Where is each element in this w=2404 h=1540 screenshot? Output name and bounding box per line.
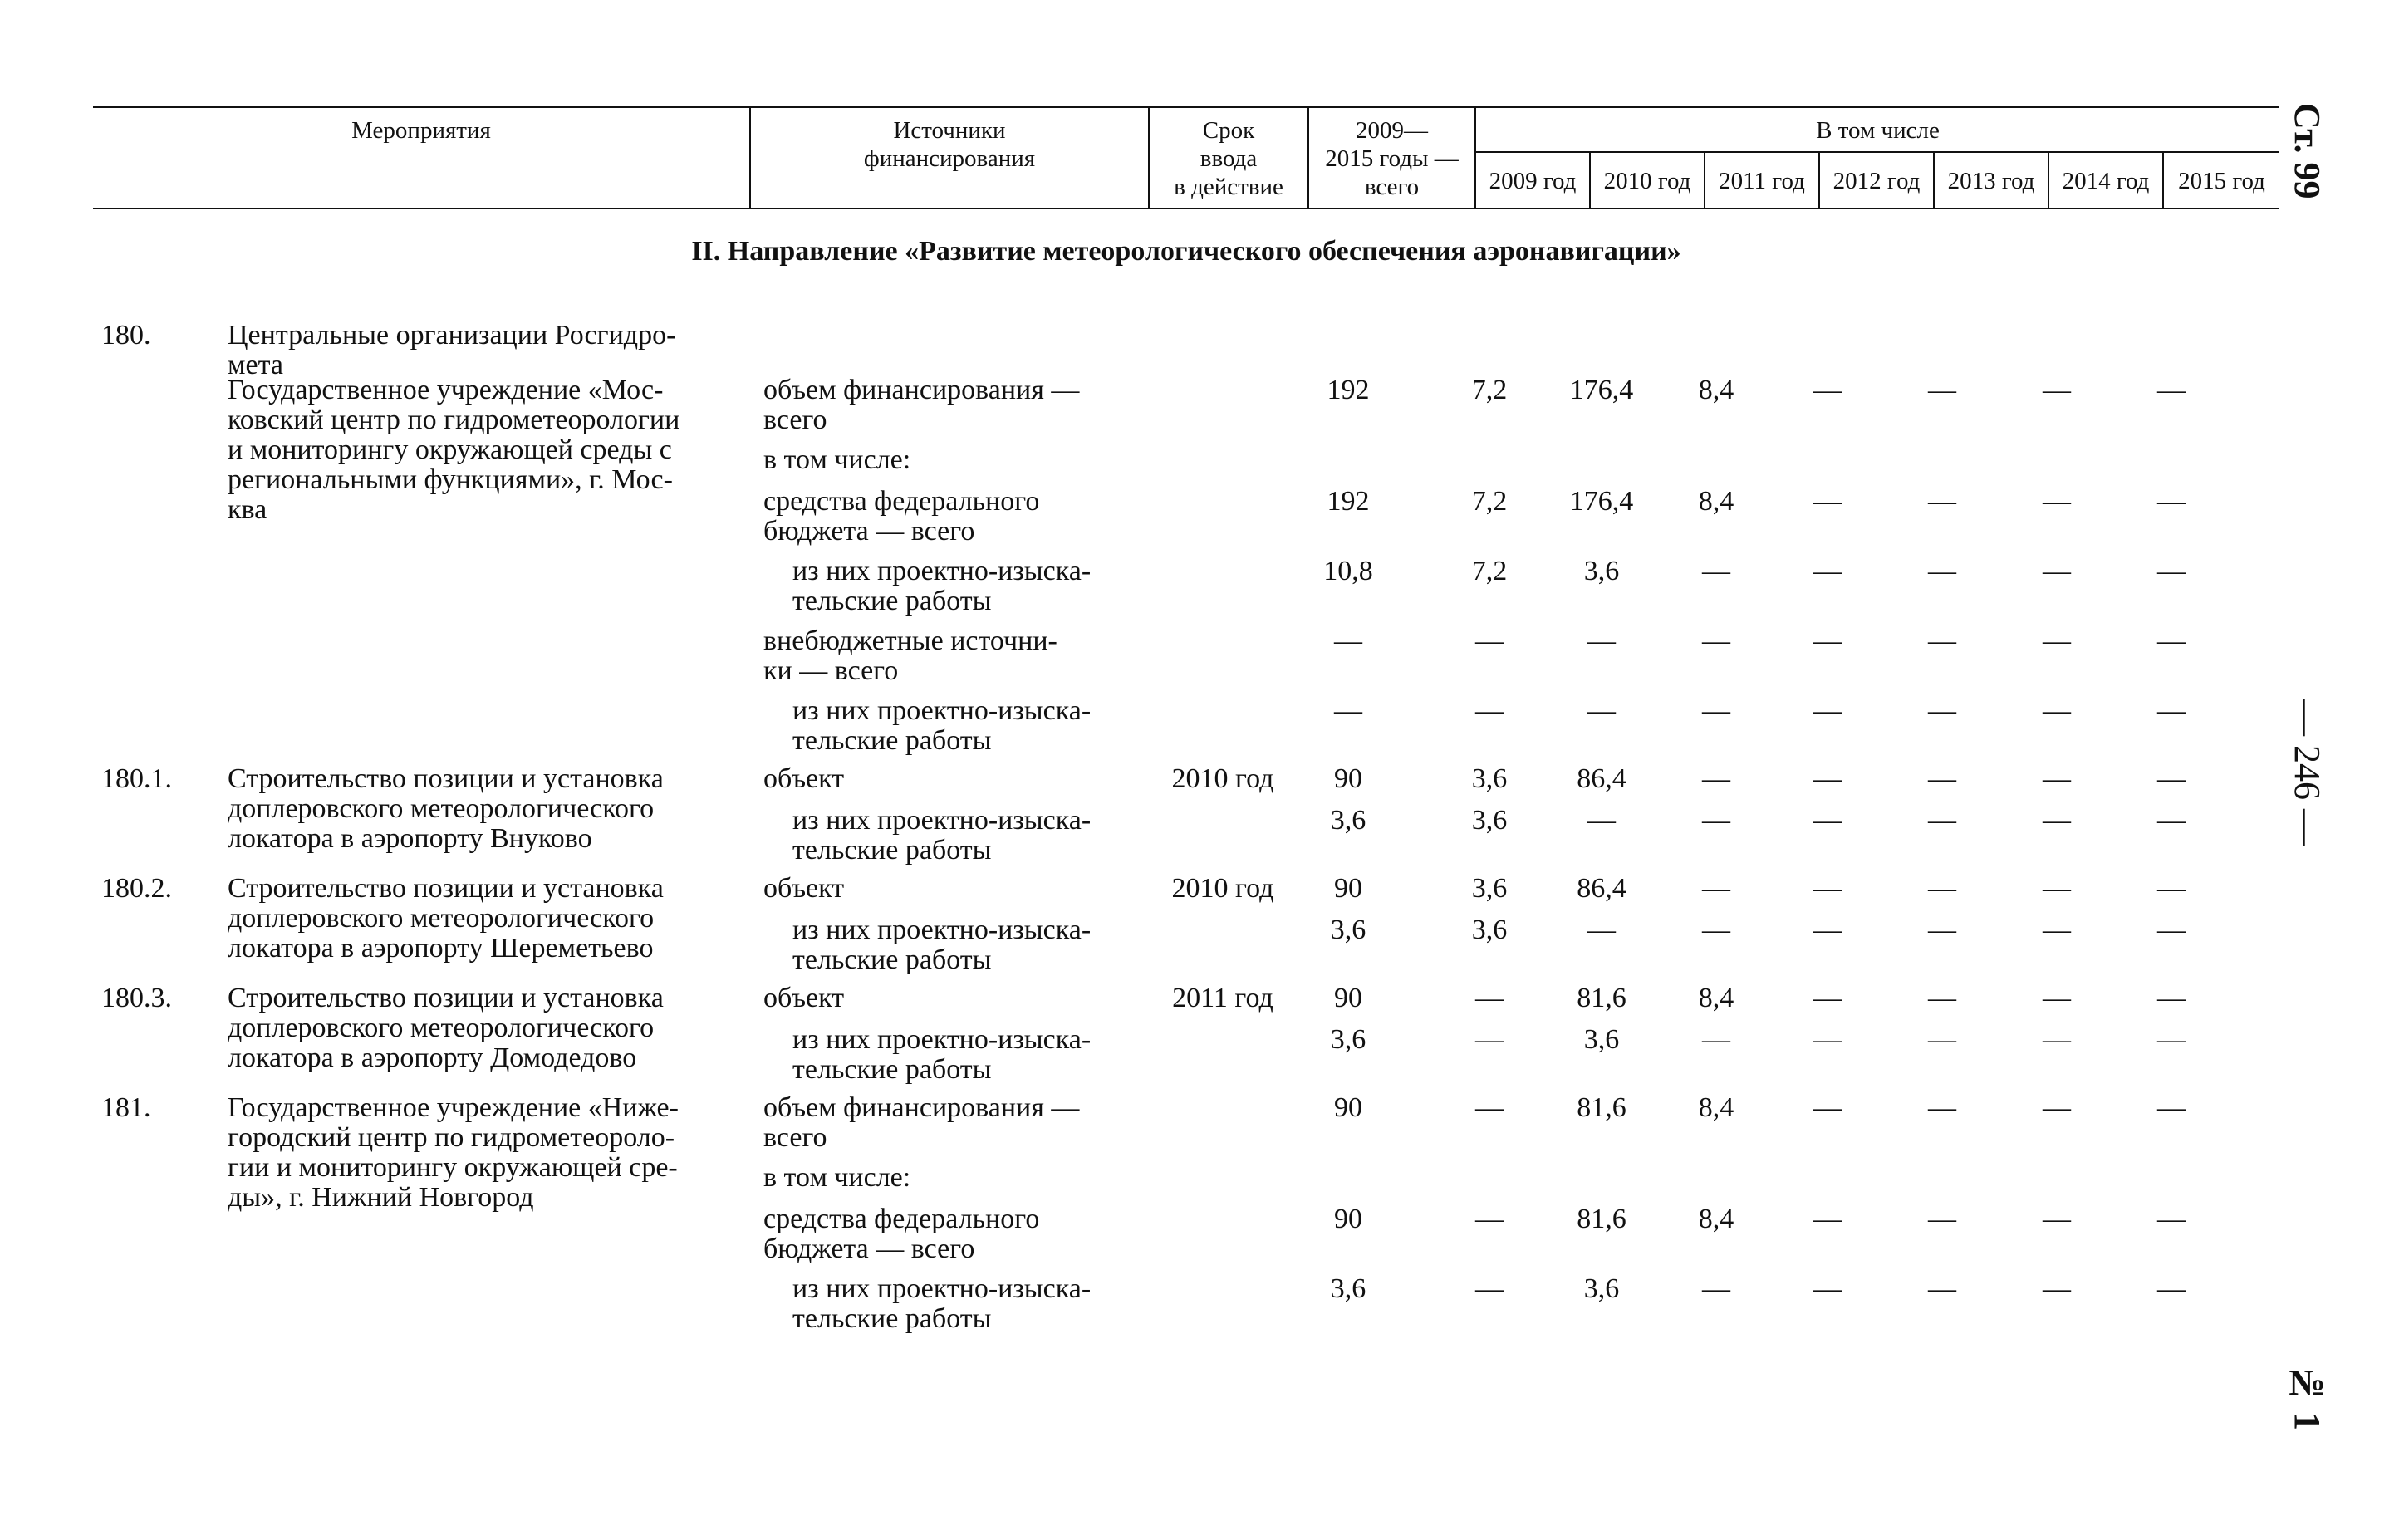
- table-top-rule: [93, 106, 2279, 108]
- text-line: Строительство позиции и установка: [228, 983, 664, 1013]
- value-year: 81,6: [1577, 1204, 1626, 1234]
- value-total: 192: [1327, 486, 1370, 517]
- value-year: —: [1813, 915, 1842, 945]
- header-year: 2009 год: [1489, 168, 1577, 194]
- value-total: —: [1334, 625, 1362, 656]
- entry-title: [228, 321, 736, 380]
- value-year: —: [2157, 1204, 2186, 1234]
- value-year: —: [2043, 763, 2071, 794]
- value-year: 3,6: [1471, 915, 1508, 945]
- value-year: —: [2043, 1273, 2071, 1304]
- value-year: 3,6: [1583, 556, 1620, 586]
- value-year: —: [2157, 1092, 2186, 1123]
- value-year: —: [1702, 805, 1730, 836]
- source-cell: [763, 626, 1133, 686]
- value-year: —: [2043, 625, 2071, 656]
- header-including: В том числе: [1816, 117, 1940, 144]
- value-total: 3,6: [1330, 805, 1366, 836]
- value-year: —: [1813, 763, 1842, 794]
- source-cell: [763, 375, 1133, 435]
- text-line: из них проектно-изыска-: [792, 1273, 1092, 1304]
- value-year: —: [1587, 915, 1616, 945]
- entry-title: [228, 764, 736, 854]
- text-line: Строительство позиции и установка: [228, 763, 664, 794]
- text-line: тельские работы: [792, 835, 992, 866]
- value-year: —: [2157, 1024, 2186, 1055]
- value-year: 3,6: [1471, 805, 1508, 836]
- value-year: —: [2043, 1024, 2071, 1055]
- text-line: тельские работы: [792, 1054, 992, 1085]
- value-year: —: [1928, 873, 1956, 904]
- value-year: —: [2157, 695, 2186, 726]
- text-line: ковский центр по гидрометеорологии: [228, 405, 680, 435]
- entry-title: [228, 1093, 736, 1213]
- issue-label-top: Ст. 99: [2287, 103, 2328, 199]
- value-total: 90: [1334, 1204, 1362, 1234]
- header-year: 2013 год: [1947, 168, 2035, 194]
- value-year: —: [2157, 375, 2186, 405]
- text-line: доплеровского метеорологического: [228, 1013, 655, 1043]
- value-year: —: [2157, 1273, 2186, 1304]
- text-line: Государственное учреждение «Мос-: [228, 375, 664, 405]
- text-line: тельские работы: [792, 586, 992, 616]
- value-year: —: [2157, 915, 2186, 945]
- value-year: —: [1928, 805, 1956, 836]
- value-year: —: [1702, 1024, 1730, 1055]
- text-line: внебюджетные источни-: [763, 625, 1057, 656]
- commission-date: 2010 год: [1171, 873, 1274, 904]
- value-year: —: [1702, 873, 1730, 904]
- source-cell: [792, 915, 1133, 975]
- value-total: 90: [1334, 763, 1362, 794]
- text-line: тельские работы: [792, 1303, 992, 1334]
- text-line: всего: [763, 405, 827, 435]
- value-year: —: [1928, 625, 1956, 656]
- source-cell: [792, 696, 1133, 756]
- value-year: —: [2043, 375, 2071, 405]
- value-year: 3,6: [1471, 763, 1508, 794]
- text-line: локатора в аэропорту Шереметьево: [228, 933, 654, 964]
- header-sources: Источники финансирования: [863, 117, 1036, 172]
- text-line: доплеровского метеорологического: [228, 793, 655, 824]
- text-line: всего: [763, 1122, 827, 1153]
- value-year: —: [1813, 556, 1842, 586]
- value-year: —: [2043, 695, 2071, 726]
- source-cell: [763, 487, 1133, 547]
- entry-title: [228, 874, 736, 964]
- text-line: из них проектно-изыска-: [792, 695, 1092, 726]
- commission-date: 2010 год: [1171, 763, 1274, 794]
- header-events: Мероприятия: [351, 117, 491, 144]
- value-year: 3,6: [1471, 873, 1508, 904]
- value-year: —: [1475, 983, 1504, 1013]
- text-line: городский центр по гидрометеороло-: [228, 1122, 675, 1153]
- table-header-bottom-rule: [93, 208, 2279, 209]
- text-line: тельские работы: [792, 944, 992, 975]
- header-year: 2011 год: [1719, 168, 1805, 194]
- value-year: —: [1813, 983, 1842, 1013]
- value-year: —: [1702, 915, 1730, 945]
- value-year: —: [2157, 805, 2186, 836]
- value-year: —: [1928, 1024, 1956, 1055]
- value-year: —: [1928, 1092, 1956, 1123]
- source-cell: [763, 1093, 1133, 1153]
- value-total: 90: [1334, 1092, 1362, 1123]
- entry-number: 180.2.: [101, 873, 172, 904]
- value-year: —: [1475, 625, 1504, 656]
- value-year: —: [2043, 1092, 2071, 1123]
- value-year: —: [2043, 1204, 2071, 1234]
- value-year: —: [1587, 625, 1616, 656]
- text-line: локатора в аэропорту Внуково: [228, 823, 592, 854]
- value-year: —: [1813, 695, 1842, 726]
- value-year: —: [1928, 763, 1956, 794]
- value-year: 8,4: [1698, 1092, 1734, 1123]
- value-year: —: [1813, 375, 1842, 405]
- text-line: ква: [228, 494, 267, 525]
- value-year: —: [1813, 1024, 1842, 1055]
- value-year: —: [1475, 1024, 1504, 1055]
- entry-title: [228, 375, 736, 525]
- text-line: из них проектно-изыска-: [792, 556, 1092, 586]
- text-line: и мониторингу окружающей среды с: [228, 434, 672, 465]
- value-year: —: [1813, 486, 1842, 517]
- value-year: 86,4: [1577, 763, 1626, 794]
- value-year: 176,4: [1569, 486, 1634, 517]
- source-cell: [792, 806, 1133, 866]
- section-title: II. Направление «Развитие метеорологического обеспечения аэронавигации»: [691, 236, 1681, 267]
- header-year: 2012 год: [1832, 168, 1921, 194]
- entry-number: 180.1.: [101, 763, 172, 794]
- value-year: 3,6: [1583, 1024, 1620, 1055]
- value-year: 7,2: [1471, 375, 1508, 405]
- text-line: из них проектно-изыска-: [792, 805, 1092, 836]
- value-year: 8,4: [1698, 486, 1734, 517]
- text-line: тельские работы: [792, 725, 992, 756]
- value-year: —: [2157, 763, 2186, 794]
- text-line: объект: [763, 763, 845, 794]
- value-year: —: [1813, 1092, 1842, 1123]
- text-line: ки — всего: [763, 655, 899, 686]
- value-year: —: [2043, 486, 2071, 517]
- value-year: —: [1475, 1273, 1504, 1304]
- value-year: —: [1928, 556, 1956, 586]
- header-date: Срок ввода в действие: [1174, 117, 1283, 200]
- value-year: 8,4: [1698, 1204, 1734, 1234]
- value-year: —: [1813, 1204, 1842, 1234]
- value-year: —: [2043, 556, 2071, 586]
- entry-number: 181.: [101, 1092, 151, 1123]
- text-line: средства федерального: [763, 1204, 1040, 1234]
- value-year: —: [1928, 1204, 1956, 1234]
- source-cell: [763, 1204, 1133, 1264]
- text-line: Центральные организации Росгидро-: [228, 320, 676, 351]
- value-year: —: [2157, 625, 2186, 656]
- value-year: —: [2043, 805, 2071, 836]
- text-line: гии и мониторингу окружающей сре-: [228, 1152, 678, 1183]
- text-line: из них проектно-изыска-: [792, 915, 1092, 945]
- source-cell: [763, 445, 1133, 475]
- value-year: —: [1702, 625, 1730, 656]
- source-cell: [763, 1163, 1133, 1193]
- value-year: —: [2157, 556, 2186, 586]
- text-line: локатора в аэропорту Домодедово: [228, 1042, 637, 1073]
- text-line: Строительство позиции и установка: [228, 873, 664, 904]
- text-line: региональными функциями», г. Мос-: [228, 464, 673, 495]
- value-year: —: [1928, 1273, 1956, 1304]
- source-cell: [792, 1025, 1133, 1085]
- value-year: 3,6: [1583, 1273, 1620, 1304]
- source-cell: [763, 983, 1133, 1013]
- value-year: —: [1587, 695, 1616, 726]
- header-year: 2015 год: [2178, 168, 2265, 194]
- value-year: 86,4: [1577, 873, 1626, 904]
- header-year: 2010 год: [1603, 168, 1691, 194]
- text-line: объект: [763, 983, 845, 1013]
- value-year: 7,2: [1471, 486, 1508, 517]
- value-year: —: [1813, 873, 1842, 904]
- value-year: —: [1475, 1092, 1504, 1123]
- value-year: —: [1928, 915, 1956, 945]
- value-total: 90: [1334, 873, 1362, 904]
- value-year: 81,6: [1577, 983, 1626, 1013]
- value-year: —: [1587, 805, 1616, 836]
- value-total: 3,6: [1330, 1024, 1366, 1055]
- value-year: —: [2043, 873, 2071, 904]
- value-total: —: [1334, 695, 1362, 726]
- text-line: объем финансирования —: [763, 1092, 1080, 1123]
- entry-number: 180.3.: [101, 983, 172, 1013]
- value-year: —: [1813, 805, 1842, 836]
- commission-date: 2011 год: [1172, 983, 1273, 1013]
- value-year: —: [2157, 983, 2186, 1013]
- value-year: —: [1702, 763, 1730, 794]
- value-year: —: [1928, 695, 1956, 726]
- text-line: объект: [763, 873, 845, 904]
- text-line: бюджета — всего: [763, 516, 975, 547]
- source-cell: [763, 764, 1133, 794]
- value-year: 176,4: [1569, 375, 1634, 405]
- issue-label-bottom: № 1: [2287, 1362, 2328, 1430]
- text-line: средства федерального: [763, 486, 1040, 517]
- value-year: —: [2043, 915, 2071, 945]
- source-cell: [763, 874, 1133, 904]
- value-total: 3,6: [1330, 915, 1366, 945]
- source-cell: [792, 557, 1133, 616]
- value-year: —: [1702, 695, 1730, 726]
- value-year: —: [1928, 983, 1956, 1013]
- text-line: объем финансирования —: [763, 375, 1080, 405]
- value-year: —: [2157, 486, 2186, 517]
- value-year: —: [1928, 486, 1956, 517]
- value-year: —: [1813, 625, 1842, 656]
- value-total: 192: [1327, 375, 1370, 405]
- value-total: 10,8: [1323, 556, 1373, 586]
- page-number: — 246 —: [2287, 699, 2328, 846]
- value-year: —: [1928, 375, 1956, 405]
- entry-number: 180.: [101, 320, 151, 351]
- value-year: —: [2157, 873, 2186, 904]
- value-total: 3,6: [1330, 1273, 1366, 1304]
- entry-title: [228, 983, 736, 1073]
- value-year: —: [1702, 556, 1730, 586]
- text-line: Государственное учреждение «Ниже-: [228, 1092, 679, 1123]
- value-year: —: [2043, 983, 2071, 1013]
- text-line: бюджета — всего: [763, 1233, 975, 1264]
- value-year: —: [1702, 1273, 1730, 1304]
- header-total: 2009— 2015 годы — всего: [1325, 117, 1459, 200]
- text-line: из них проектно-изыска-: [792, 1024, 1092, 1055]
- text-line: доплеровского метеорологического: [228, 903, 655, 934]
- value-year: —: [1813, 1273, 1842, 1304]
- text-line: в том числе:: [763, 1162, 911, 1193]
- text-line: мета: [228, 350, 283, 380]
- value-year: 81,6: [1577, 1092, 1626, 1123]
- source-cell: [792, 1274, 1133, 1334]
- value-year: 8,4: [1698, 375, 1734, 405]
- value-year: 7,2: [1471, 556, 1508, 586]
- text-line: в том числе:: [763, 444, 911, 475]
- value-total: 90: [1334, 983, 1362, 1013]
- value-year: —: [1475, 695, 1504, 726]
- header-year: 2014 год: [2062, 168, 2150, 194]
- value-year: 8,4: [1698, 983, 1734, 1013]
- value-year: —: [1475, 1204, 1504, 1234]
- text-line: ды», г. Нижний Новгород: [228, 1182, 534, 1213]
- year-subheader-rule: [1474, 151, 2279, 153]
